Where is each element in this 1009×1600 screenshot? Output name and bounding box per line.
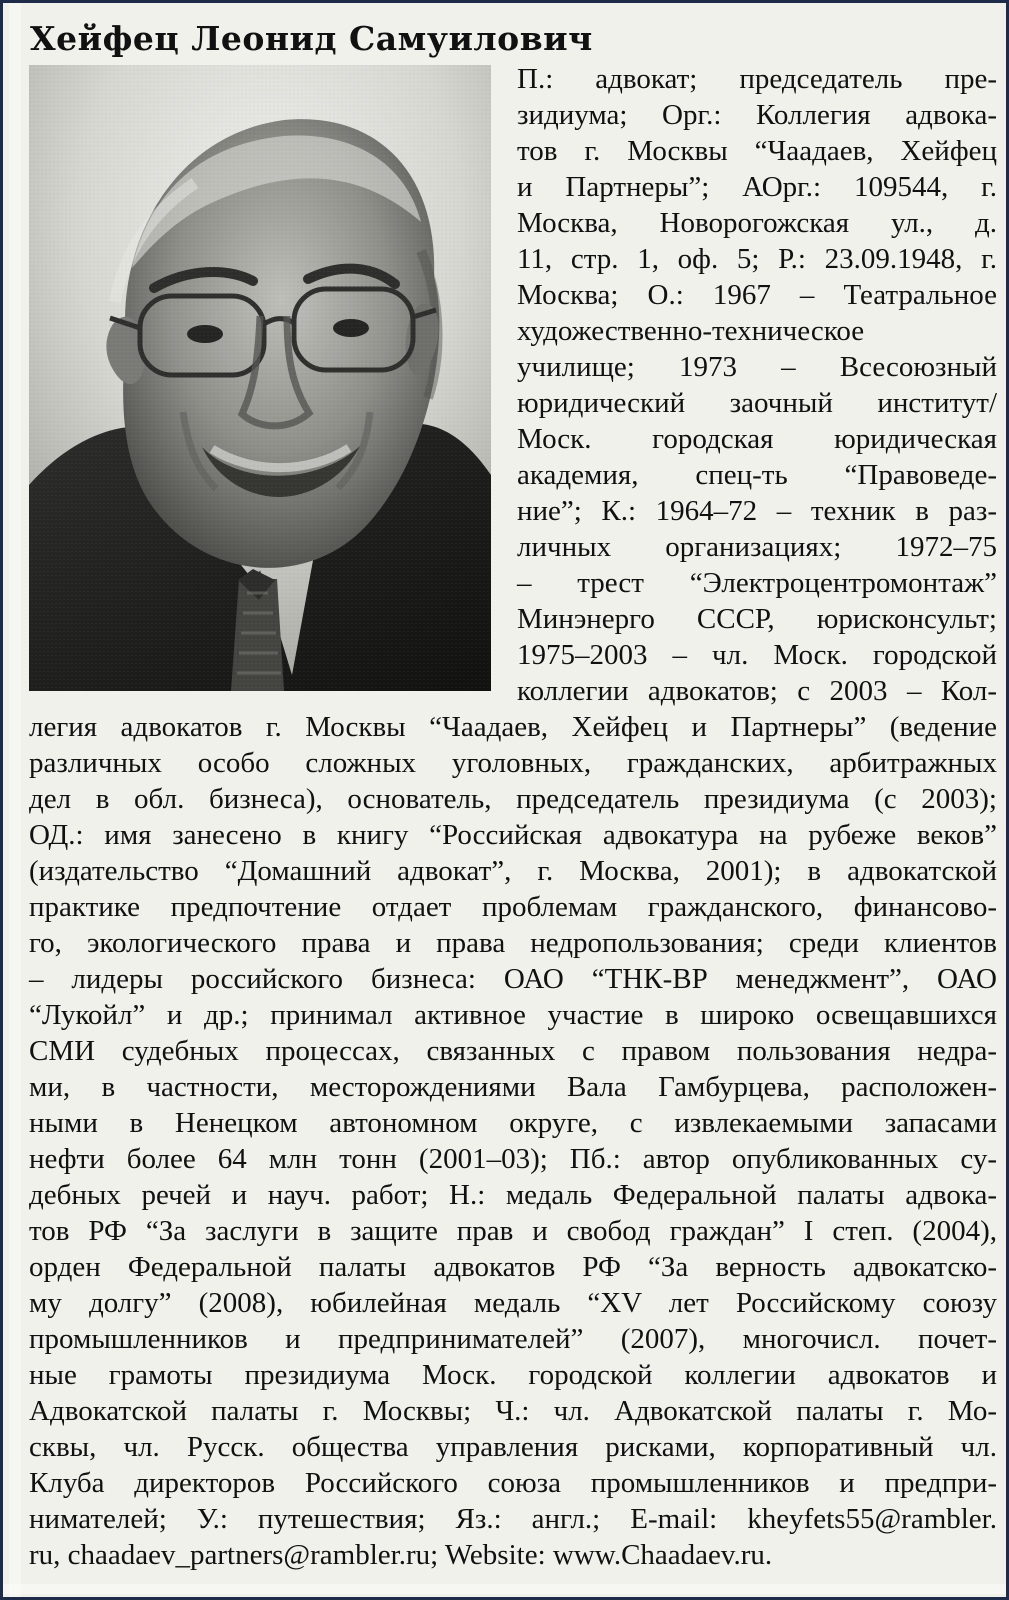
text-line: го, экологического права и права недропользования; среди клиентов	[29, 927, 997, 959]
text-line: (издательство “Домашний адвокат”, г. Москва, 2001); в адвокатской	[29, 855, 997, 887]
text-line: тов г. Москвы “Чаадаев, Хейфец	[517, 135, 997, 167]
text-line: 1975–2003 – чл. Моск. городской	[517, 639, 997, 671]
text-line: П.: адвокат; председатель пре-	[517, 63, 997, 95]
text-line: 11, стр. 1, оф. 5; Р.: 23.09.1948, г.	[517, 243, 997, 275]
portrait-photo	[29, 65, 491, 691]
text-line: и Партнеры”; АОрг.: 109544, г.	[517, 171, 997, 203]
text-line: практике предпочтение отдает проблемам гражданского, финансово-	[29, 891, 997, 923]
text-line-last: ru, chaadaev_partners@rambler.ru; Website: www.Chaadaev.ru.	[29, 1539, 773, 1571]
text-line: коллегии адвокатов; с 2003 – Кол-	[517, 675, 997, 707]
text-line: тов РФ “За заслуги в защите прав и свобод граждан” I степ. (2004),	[29, 1215, 997, 1247]
text-line: дебных речей и науч. работ; Н.: медаль Федеральной палаты адвока-	[29, 1179, 997, 1211]
text-line: ние”; К.: 1964–72 – техник в раз-	[517, 495, 997, 527]
text-line: нефти более 64 млн тонн (2001–03); Пб.: автор опубликованных су-	[29, 1143, 997, 1175]
text-line: орден Федеральной палаты адвокатов РФ “За верность адвокатско-	[29, 1251, 997, 1283]
text-line: СМИ судебных процессах, связанных с правом пользования недра-	[29, 1035, 997, 1067]
text-line: Моск. городская юридическая	[517, 423, 997, 455]
text-line: различных особо сложных уголовных, гражданских, арбитражных	[29, 747, 997, 779]
text-line: зидиума; Орг.: Коллегия адвока-	[517, 99, 997, 131]
text-line: Москва; О.: 1967 – Театральное	[517, 279, 997, 311]
text-line: ные грамоты президиума Моск. городской коллегии адвокатов и	[29, 1359, 997, 1391]
text-line: дел в обл. бизнеса), основатель, председатель президиума (с 2003);	[29, 783, 997, 815]
text-line: му долгу” (2008), юбилейная медаль “XV лет Российскому союзу	[29, 1287, 997, 1319]
scan-bottom-edge	[3, 1584, 1006, 1594]
text-line: промышленников и предпринимателей” (2007), многочисл. почет-	[29, 1323, 997, 1355]
text-line: – лидеры российского бизнеса: ОАО “ТНК-ВР менеджмент”, ОАО	[29, 963, 997, 995]
portrait-image	[29, 65, 491, 691]
text-line: ми, в частности, месторождениями Вала Гамбурцева, расположен-	[29, 1071, 997, 1103]
text-line: художественно-техническое	[517, 315, 865, 347]
text-line: личных организациях; 1972–75	[517, 531, 997, 563]
text-line: – трест “Электроцентромонтаж”	[517, 567, 997, 599]
text-line: ными в Ненецком автономном округе, с извлекаемыми запасами	[29, 1107, 997, 1139]
text-line: ОД.: имя занесено в книгу “Российская адвокатура на рубеже веков”	[29, 819, 997, 851]
text-line: легия адвокатов г. Москвы “Чаадаев, Хейфец и Партнеры” (ведение	[29, 711, 997, 743]
text-line: Москва, Новорогожская ул., д.	[517, 207, 997, 239]
text-line: юридический заочный институт/	[517, 387, 997, 419]
text-line: Адвокатской палаты г. Москвы; Ч.: чл. Адвокатской палаты г. Мо-	[29, 1395, 997, 1427]
text-line: нимателей; У.: путешествия; Яз.: англ.; E-mail: kheyfets55@rambler.	[29, 1503, 997, 1535]
text-line: академия, спец-ть “Правоведе-	[517, 459, 997, 491]
text-line: сквы, чл. Русск. общества управления рисками, корпоративный чл.	[29, 1431, 997, 1463]
text-line: училище; 1973 – Всесоюзный	[517, 351, 997, 383]
text-line: “Лукойл” и др.; принимал активное участие в широко освещавшихся	[29, 999, 997, 1031]
scan-left-edge	[9, 3, 21, 1597]
text-line: Минэнерго СССР, юрисконсульт;	[517, 603, 997, 635]
page-title: Хейфец Леонид Самуилович	[30, 19, 593, 58]
text-line: Клуба директоров Российского союза промышленников и предпри-	[29, 1467, 997, 1499]
